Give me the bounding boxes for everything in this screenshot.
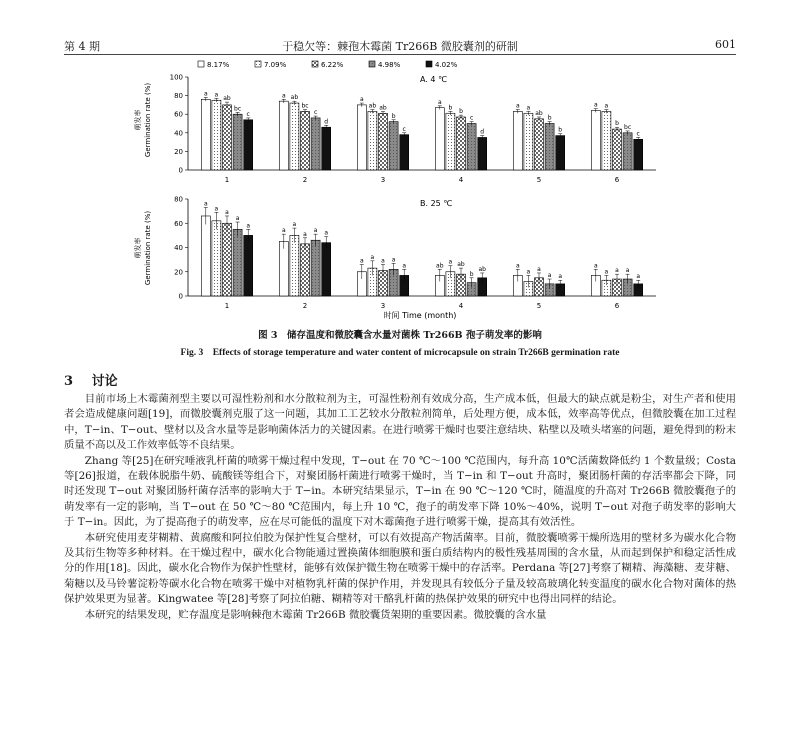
significance-letter: ab [436,262,444,270]
bar [301,111,310,170]
significance-letter: a [214,205,219,213]
significance-letter: d [480,128,485,136]
bar [368,111,377,170]
significance-letter: a [359,257,364,265]
significance-letter: c [402,125,406,133]
bar [556,136,565,170]
significance-letter: a [448,258,453,266]
bar [244,120,253,170]
bar [322,243,331,296]
significance-letter: a [391,256,396,264]
bar [446,113,455,170]
legend-swatch [426,61,432,67]
legend-label: 4.98% [378,61,401,69]
bar [634,139,643,170]
paragraph: 目前市场上木霉菌剂型主要以可湿性粉剂和水分散粒剂为主，可湿性粉剂有效成分高，生产成本低，但最大的缺点就是粉尘，对生产者和使用者会造成健康问题[19]，而微胶囊剂克服了这一问题，其加工工艺较水分散粒剂简单，后处理方便，成本低，效率高等优点，但微胶囊在加工过程中，T−in、T−out、壁材以及含水量等是影响菌体活力的关键因素。在进行喷雾干燥时也要注意结块、粘壁以及喷头堵塞的问题，避免得到的粉末质量不高以及工作效率低等不良结果。 [64,393,736,452]
x-tick-label: 5 [536,302,542,310]
significance-letter: c [469,114,474,122]
bar [602,111,611,170]
bar [212,221,221,296]
significance-letter: a [203,200,208,208]
significance-letter: a [526,268,531,276]
bar [478,137,487,170]
y-tick-label: 40 [174,129,183,138]
significance-letter: c [636,130,640,138]
significance-letter: d [324,118,329,126]
y-tick-label: 80 [174,195,183,204]
y-tick-label: 60 [174,219,183,228]
bar [301,244,310,296]
bar [290,235,299,296]
x-axis-label: 时间 Time (month) [383,311,457,320]
significance-letter: a [281,92,286,100]
bar [545,124,554,171]
significance-letter: a [593,262,598,270]
significance-letter: a [246,222,251,230]
significance-letter: a [526,104,531,112]
legend-label: 4.02% [435,61,458,69]
paragraph: 本研究的结果发现，贮存温度是影响棘孢木霉菌 Tr266B 微胶囊货架期的重要因素。微胶囊的含水量 [84,608,547,621]
bar [201,99,210,170]
significance-letter: a [324,229,329,237]
significance-letter: a [515,262,520,270]
significance-letter: a [313,227,318,235]
bar [233,229,242,296]
significance-letter: ab [223,95,231,103]
significance-letter: a [235,215,240,223]
significance-letter: a [547,272,552,280]
significance-letter: a [225,208,229,216]
bar [223,105,232,170]
significance-letter: a [281,227,286,235]
y-tick-label: 60 [174,110,183,119]
significance-letter: a [625,267,630,275]
significance-letter: ab [290,94,299,102]
bar [623,133,632,170]
ylabel-en: Germination rate (%) [144,82,152,158]
significance-letter: b [459,108,463,116]
y-tick-label: 40 [174,244,183,252]
body-text [64,392,736,623]
section-heading [64,370,118,389]
significance-letter: b [469,270,474,278]
page-number: 601 [715,38,736,51]
ylabel-cn: 萌发率 [134,109,142,131]
significance-letter: a [402,262,407,270]
legend-label: 8.17% [207,61,230,69]
bar [435,108,444,170]
bar [591,110,600,170]
x-tick-label: 5 [536,176,542,184]
legend-swatch [255,61,261,67]
x-tick-label: 6 [614,302,620,310]
significance-letter: ab [379,104,387,112]
significance-letter: bc [301,102,309,110]
figure-caption-en: Fig. 3 Effects of storage temperature and water content of microcapsule on strain Tr266B germination rate [180,348,620,358]
running-title: 于稳欠等：棘孢木霉菌 Tr266B 微胶囊剂的研制 [282,40,518,53]
legend-label: 6.22% [321,61,344,69]
significance-letter: b [391,112,396,120]
x-tick-label: 2 [302,302,308,310]
significance-letter: a [214,91,219,99]
significance-letter: b [615,120,619,128]
significance-letter: a [203,90,208,98]
x-tick-label: 2 [302,176,308,184]
section-number: 3 [64,374,74,389]
bar [513,111,522,170]
chart-legend [198,61,458,69]
chart-a-plot [170,74,656,185]
significance-letter: a [604,102,609,110]
bar [535,119,544,170]
significance-letter: ab [368,102,377,110]
y-tick-label: 0 [178,292,183,301]
significance-letter: a [537,265,541,273]
legend-swatch [369,61,375,67]
significance-letter: b [558,126,563,134]
significance-letter: a [615,267,619,275]
y-tick-label: 0 [178,166,183,175]
bar [357,105,366,170]
chart-b-ylabel [133,211,152,285]
bar [311,118,320,170]
bar [212,100,221,170]
bar [524,113,533,170]
significance-letter: ab [535,109,543,117]
x-tick-label: 3 [380,176,386,184]
significance-letter: a [437,98,442,106]
paragraph: Zhang 等[25]在研究唾液乳杆菌的喷雾干燥过程中发现，T−out 在 70 ℃～100 ℃范围内，每升高 10℃活菌数降低约 1 个数量级；Costa 等[26]报道，在载体脱脂牛奶、硫酸镁等组合下，对聚团肠杆菌进行喷雾干燥时，当 T−in 和 T−out 升高时，聚团肠杆菌的存活率都会下降，同时还发现 T−out 对聚团肠杆菌存活率的影响大于 T−in。本研究结果显示，T−in 在 90 ℃～120 ℃时，随温度的升高对 Tr266B 微胶囊孢子的萌发率有一定的影响，当 T−out 在 50 ℃～80 ℃范围内，每上升 10 ℃，孢子的萌发率下降 10%～40%，说明 T−out 对孢子萌发率的影响大于 T−in。因此，为了提高孢子的萌发率，应在尽可能低的温度下对木霉菌孢子进行喷雾干燥，提高其有效活性。 [64,454,736,529]
significance-letter: c [246,110,250,118]
bar [290,103,299,170]
bar [311,240,320,296]
x-tick-label: 1 [224,302,230,310]
bar [389,122,398,170]
significance-letter: ab [478,265,486,273]
significance-letter: b [448,104,453,112]
chart-a-ylabel [133,83,152,157]
chart-b-title: B. 25 ℃ [420,199,453,208]
bar [279,101,288,170]
bar [223,223,232,296]
ylabel-cn: 萌发率 [134,237,142,259]
significance-letter: a [370,253,375,261]
y-tick-label: 100 [169,73,183,82]
legend-swatch [198,61,204,67]
paragraph: 本研究使用麦芽糊精、黄腐酸和阿拉伯胶为保护性复合壁材，可以有效提高产物活菌率。目前，微胶囊喷雾干燥所选用的壁材多为碳水化合物及其衍生物等多种材料。在干燥过程中，碳水化合物能通过置换菌体细胞膜和蛋白质结构内的极性残基周围的含水量，从而起到保护和稳定活性成分的作用[18]。因此，碳水化合物作为保护性壁材，能够有效保护微生物在喷雾干燥中的存活率。Perdana 等[27]考察了糊精、海藻糖、麦芽糖、菊糖以及马铃薯淀粉等碳水化合物在喷雾干燥中对植物乳杆菌的保护作用，并发现具有较低分子量及较高玻璃化转变温度的碳水化合物对菌体的热保护效果更为显著。Kingwatee 等[28]考察了阿拉伯糖、糊精等对干酪乳杆菌的热保护效果的研究中也得出同样的结论。 [64,531,736,606]
significance-letter: a [515,102,520,110]
x-tick-label: 1 [224,176,230,184]
bar [457,117,466,170]
x-tick-label: 3 [380,302,386,310]
significance-letter: bc [624,123,632,131]
significance-letter: a [593,101,598,109]
significance-letter: c [313,109,318,117]
significance-letter: a [292,221,297,229]
x-tick-label: 4 [458,176,464,184]
bar [467,124,476,171]
y-tick-label: 80 [174,92,183,101]
bar [244,235,253,296]
figure-caption-cn: 图 3 储存温度和微胶囊含水量对菌株 Tr266B 孢子萌发率的影响 [258,330,542,341]
bar [322,127,331,170]
y-tick-label: 20 [174,147,183,156]
significance-letter: a [303,230,307,238]
bar [613,129,622,170]
significance-letter: a [636,273,641,281]
bar [233,114,242,170]
bar [379,113,388,170]
issue-number: 第 4 期 [64,40,100,53]
legend-swatch [312,61,318,67]
section-title: 讨论 [91,374,118,389]
significance-letter: a [381,257,385,265]
significance-letter: a [558,273,563,281]
x-tick-label: 6 [614,176,620,184]
bar [279,241,288,296]
significance-letter: bc [234,105,242,113]
chart-b-plot [174,196,656,311]
significance-letter: a [359,96,364,104]
y-tick-label: 20 [174,268,183,277]
ylabel-en: Germination rate (%) [144,210,152,286]
x-tick-label: 4 [458,302,464,310]
significance-letter: ab [457,261,465,269]
bar [201,216,210,296]
legend-label: 7.09% [264,61,287,69]
significance-letter: a [604,268,609,276]
significance-letter: b [547,114,552,122]
chart-a-title: A. 4 ℃ [420,75,448,84]
figure-3 [0,0,800,330]
bar [400,135,409,170]
